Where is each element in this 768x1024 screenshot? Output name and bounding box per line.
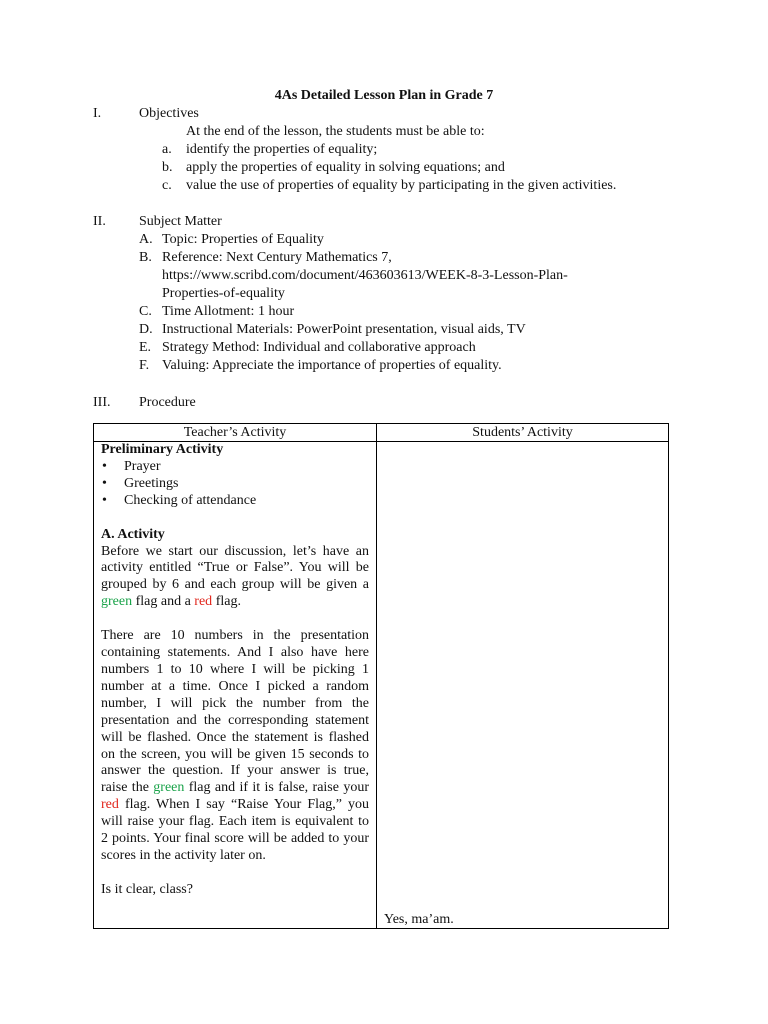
green-word: green [153, 780, 185, 796]
objectives-intro: At the end of the lesson, the students must be able to: [186, 124, 485, 139]
text-run: flag and a [132, 594, 195, 610]
student-answer: Yes, ma’am. [384, 912, 454, 927]
teacher-activity-cell [94, 442, 377, 929]
document-title: 4As Detailed Lesson Plan in Grade 7 [274, 88, 494, 103]
activity-paragraph-1 [101, 544, 369, 612]
objective-item: apply the properties of equality in solving equations; and [186, 160, 505, 175]
text-run: Before we start our discussion, let’s have an activity entitled “True or False”. You will be grouped by 6 and each group will be given a [101, 543, 369, 593]
reference-link[interactable]: https://www.scribd.com/document/463603613/WEEK-8-3-Lesson-Plan- [162, 268, 568, 283]
objectives-heading: Objectives [139, 106, 199, 121]
objective-letter: a. [162, 142, 172, 157]
text-run: flag and if it is false, raise your [184, 780, 370, 796]
table-header-row [94, 424, 669, 442]
spacer [101, 611, 369, 628]
teacher-question: Is it clear, class? [101, 881, 193, 897]
subject-item: Strategy Method: Individual and collaborative approach [162, 340, 476, 355]
subject-item: Time Allotment: 1 hour [162, 304, 295, 319]
list-item: • Checking of attendance [101, 493, 369, 510]
teacher-activity-header: Teacher’s Activity [94, 424, 377, 442]
preliminary-list [101, 459, 369, 510]
subject-letter: A. [139, 232, 153, 247]
subject-letter: E. [139, 340, 152, 355]
subject-item: Valuing: Appreciate the importance of properties of equality. [162, 358, 502, 373]
objective-item: value the use of properties of equality by participating in the given activities. [186, 178, 617, 193]
spacer [101, 865, 369, 882]
objectives-numeral: I. [93, 106, 102, 121]
activity-paragraph-2 [101, 628, 369, 865]
students-activity-header: Students’ Activity [377, 424, 669, 442]
preliminary-heading: Preliminary Activity [101, 442, 224, 457]
objective-letter: b. [162, 160, 173, 175]
procedure-table [93, 423, 669, 929]
spacer [101, 510, 369, 527]
table-row [94, 442, 669, 929]
procedure-heading: Procedure [139, 395, 196, 410]
text-run: flag. [212, 594, 241, 610]
procedure-numeral: III. [93, 395, 111, 410]
subject-letter: F. [139, 358, 150, 373]
green-word: green [101, 594, 133, 610]
subject-letter: C. [139, 304, 152, 319]
subject-matter-heading: Subject Matter [139, 214, 222, 229]
reference-link-continued[interactable]: Properties-of-equality [162, 286, 285, 301]
red-word: red [101, 797, 119, 813]
subject-letter: B. [139, 250, 152, 265]
subject-item: Topic: Properties of Equality [162, 232, 324, 247]
objective-item: identify the properties of equality; [186, 142, 378, 157]
students-activity-cell [377, 442, 669, 929]
list-item: • Prayer [101, 459, 369, 476]
text-run: flag. When I say “Raise Your Flag,” you will raise your flag. Each item is equivalent to 2 points. Your final score will be added to your scores in the activity later on. [101, 797, 369, 863]
subject-item: Reference: Next Century Mathematics 7, [162, 250, 392, 265]
objective-letter: c. [162, 178, 172, 193]
subject-letter: D. [139, 322, 153, 337]
subject-item: Instructional Materials: PowerPoint presentation, visual aids, TV [162, 322, 526, 337]
text-run: There are 10 numbers in the presentation containing statements. And I also have here numbers 1 to 10 where I will be picking 1 number at a time. Once I picked a random number, I will pick the number from the presentation and the corresponding statement will be flashed. Once the statement is flashed on the screen, you will be given 15 seconds to answer the question. If your answer is true, raise the [101, 628, 369, 796]
subject-matter-numeral: II. [93, 214, 106, 229]
activity-heading: A. Activity [101, 526, 165, 542]
red-word: red [194, 594, 213, 610]
list-item: • Greetings [101, 476, 369, 493]
